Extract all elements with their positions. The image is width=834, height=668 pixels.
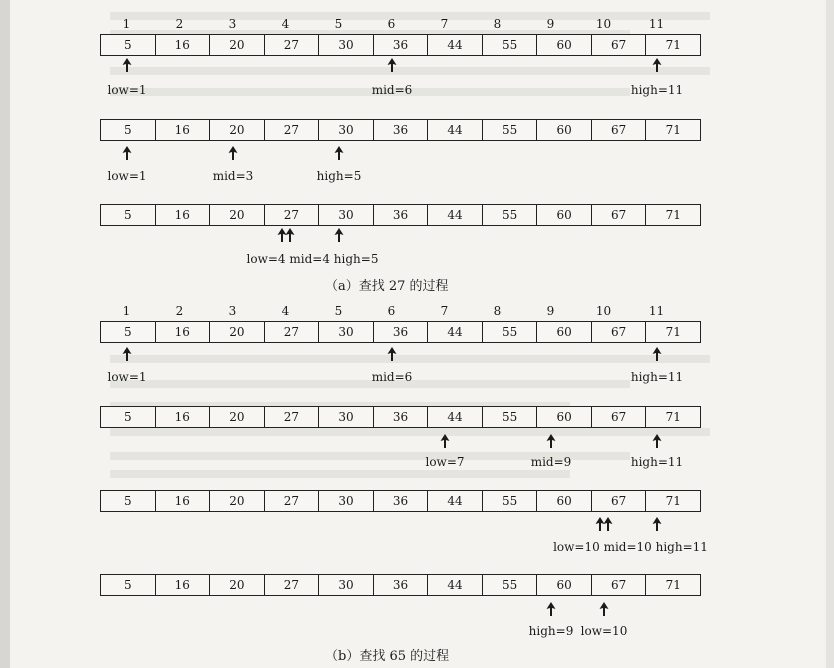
pointer-arrow-icon (285, 228, 295, 242)
pointer-arrow-icon (387, 58, 397, 72)
array-cell: 67 (592, 407, 647, 427)
bleed-through-line (110, 355, 710, 363)
pointer-arrow-icon (122, 146, 132, 160)
index-number: 7 (440, 304, 449, 318)
array-cell: 20 (210, 491, 265, 511)
pointer-arrow-icon (652, 434, 662, 448)
index-number: 4 (281, 17, 290, 31)
index-number: 9 (546, 304, 555, 318)
pointer-label: mid=9 (530, 455, 572, 469)
pointer-arrow-icon (334, 228, 344, 242)
array-cell: 30 (319, 205, 374, 225)
array-cell: 16 (156, 120, 211, 140)
pointer-arrow-icon (599, 602, 609, 616)
array-cell: 60 (537, 575, 592, 595)
array-cell: 44 (428, 407, 483, 427)
array-cell: 20 (210, 35, 265, 55)
index-number: 11 (648, 17, 665, 31)
index-number: 2 (175, 17, 184, 31)
array-row (100, 406, 701, 428)
array-cell: 16 (156, 407, 211, 427)
array-cell: 36 (374, 35, 429, 55)
index-number: 5 (334, 17, 343, 31)
array-cell: 20 (210, 575, 265, 595)
array-cell: 71 (665, 123, 681, 137)
array-cell: 30 (319, 407, 374, 427)
array-cell: 16 (156, 322, 211, 342)
array-cell: 71 (665, 208, 681, 222)
array-cell: 44 (428, 575, 483, 595)
array-cell: 71 (665, 578, 681, 592)
scan-right-edge (826, 0, 834, 668)
array-cell: 5 (101, 35, 156, 55)
pointer-label: mid=6 (371, 370, 413, 384)
index-number: 10 (595, 17, 612, 31)
pointer-label: high=11 (630, 83, 684, 97)
array-cell: 67 (592, 491, 647, 511)
array-cell: 27 (265, 35, 320, 55)
index-number: 3 (228, 17, 237, 31)
pointer-arrow-icon (122, 58, 132, 72)
pointer-arrow-icon (440, 434, 450, 448)
pointer-arrow-icon (228, 146, 238, 160)
array-cell: 67 (592, 322, 647, 342)
pointer-label: high=11 (630, 455, 684, 469)
array-cell: 27 (265, 575, 320, 595)
index-number: 9 (546, 17, 555, 31)
array-row (100, 321, 701, 343)
array-cell: 27 (265, 407, 320, 427)
array-cell: 60 (537, 407, 592, 427)
index-number: 11 (648, 304, 665, 318)
array-cell: 71 (665, 410, 681, 424)
array-cell: 27 (265, 205, 320, 225)
array-cell: 60 (537, 491, 592, 511)
array-cell: 5 (101, 575, 156, 595)
index-number: 6 (387, 304, 396, 318)
pointer-label: high=11 (630, 370, 684, 384)
array-row (100, 574, 701, 596)
index-number: 1 (122, 17, 131, 31)
pointer-arrow-icon (122, 347, 132, 361)
array-row (100, 204, 701, 226)
figure-caption: （b）查找 65 的过程 (325, 649, 450, 664)
array-cell: 30 (319, 120, 374, 140)
array-cell: 60 (537, 322, 592, 342)
index-number: 4 (281, 304, 290, 318)
bleed-through-line (110, 380, 630, 388)
array-cell: 55 (483, 322, 538, 342)
array-cell: 60 (537, 205, 592, 225)
index-number: 7 (440, 17, 449, 31)
array-cell: 36 (374, 322, 429, 342)
array-cell: 5 (101, 120, 156, 140)
pointer-label: low=10 (580, 624, 628, 638)
array-cell: 5 (101, 407, 156, 427)
array-cell: 44 (428, 205, 483, 225)
array-cell: 71 (665, 38, 681, 52)
index-number: 1 (122, 304, 131, 318)
array-cell: 60 (537, 120, 592, 140)
array-cell: 36 (374, 575, 429, 595)
array-cell: 27 (265, 322, 320, 342)
array-cell: 5 (101, 491, 156, 511)
array-cell: 55 (483, 205, 538, 225)
array-cell: 55 (483, 491, 538, 511)
pointer-label: mid=3 (212, 169, 254, 183)
array-cell: 36 (374, 120, 429, 140)
figure-caption: （a）查找 27 的过程 (325, 279, 449, 294)
array-cell: 30 (319, 35, 374, 55)
bleed-through-line (110, 470, 570, 478)
pointer-arrow-icon (603, 517, 613, 531)
pointer-label: mid=6 (371, 83, 413, 97)
pointer-arrow-icon (652, 58, 662, 72)
pointer-arrow-icon (546, 434, 556, 448)
array-cell: 44 (428, 120, 483, 140)
array-cell: 20 (210, 205, 265, 225)
array-cell: 60 (537, 35, 592, 55)
array-cell: 67 (592, 575, 647, 595)
bleed-through-line (110, 88, 630, 96)
pointer-label: high=5 (316, 169, 362, 183)
array-cell: 30 (319, 322, 374, 342)
array-cell: 71 (665, 325, 681, 339)
index-number: 3 (228, 304, 237, 318)
array-cell: 27 (265, 120, 320, 140)
pointer-label: low=1 (107, 370, 147, 384)
array-cell: 67 (592, 205, 647, 225)
index-number: 8 (493, 17, 502, 31)
index-number: 10 (595, 304, 612, 318)
array-cell: 55 (483, 35, 538, 55)
array-cell: 16 (156, 35, 211, 55)
bleed-through-line (110, 428, 710, 436)
array-cell: 36 (374, 491, 429, 511)
array-cell: 55 (483, 407, 538, 427)
pointer-arrow-icon (652, 517, 662, 531)
array-cell: 16 (156, 575, 211, 595)
index-number: 6 (387, 17, 396, 31)
pointer-arrow-icon (546, 602, 556, 616)
array-row (100, 119, 701, 141)
pointer-label: low=1 (107, 83, 147, 97)
array-cell: 20 (210, 120, 265, 140)
array-cell: 44 (428, 35, 483, 55)
pointer-arrow-icon (387, 347, 397, 361)
array-cell: 55 (483, 120, 538, 140)
array-cell: 5 (101, 322, 156, 342)
array-cell: 36 (374, 205, 429, 225)
index-number: 5 (334, 304, 343, 318)
array-cell: 5 (101, 205, 156, 225)
array-cell: 44 (428, 491, 483, 511)
pointer-label: low=1 (107, 169, 147, 183)
bleed-through-line (110, 67, 710, 75)
array-cell: 16 (156, 205, 211, 225)
array-cell: 67 (592, 120, 647, 140)
index-number: 2 (175, 304, 184, 318)
pointer-labels: low=4 mid=4 high=5 (246, 252, 379, 266)
array-row (100, 34, 701, 56)
array-cell: 20 (210, 322, 265, 342)
array-cell: 55 (483, 575, 538, 595)
pointer-labels: low=10 mid=10 high=11 (553, 540, 708, 554)
pointer-label: low=7 (425, 455, 465, 469)
array-cell: 30 (319, 491, 374, 511)
array-cell: 67 (592, 35, 647, 55)
pointer-label: high=9 (528, 624, 574, 638)
array-cell: 20 (210, 407, 265, 427)
array-cell: 36 (374, 407, 429, 427)
array-cell: 71 (665, 494, 681, 508)
pointer-arrow-icon (334, 146, 344, 160)
array-row (100, 490, 701, 512)
pointer-arrow-icon (652, 347, 662, 361)
index-number: 8 (493, 304, 502, 318)
array-cell: 27 (265, 491, 320, 511)
scan-left-edge (0, 0, 10, 668)
array-cell: 44 (428, 322, 483, 342)
array-cell: 16 (156, 491, 211, 511)
array-cell: 30 (319, 575, 374, 595)
